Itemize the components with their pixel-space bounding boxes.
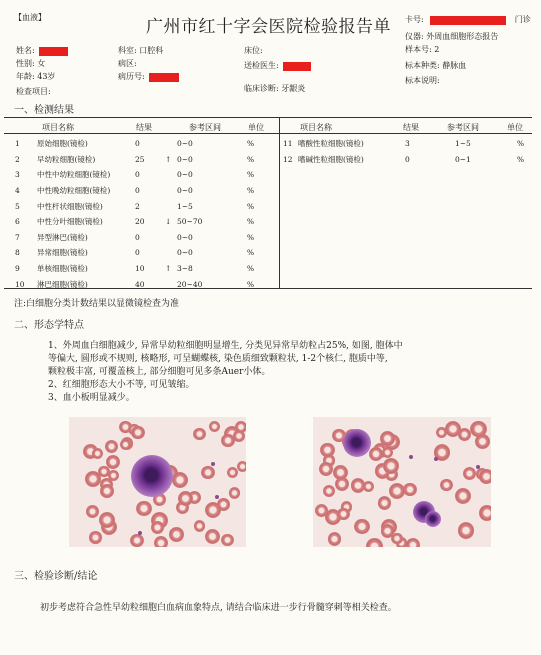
test-item: 检查项目: bbox=[16, 87, 51, 96]
table-row bbox=[15, 183, 257, 199]
red-blood-cell bbox=[458, 522, 475, 539]
cell-no: 9 bbox=[15, 264, 20, 274]
cell-name: 早幼粒细胞(镜检) bbox=[37, 154, 96, 164]
cell-unit: % bbox=[247, 154, 255, 164]
redacted-record-number bbox=[149, 73, 179, 82]
cell-unit: % bbox=[247, 139, 255, 149]
red-blood-cell bbox=[105, 440, 118, 453]
col-result-header-left: 结果 bbox=[136, 123, 152, 132]
cell-unit: % bbox=[247, 279, 255, 289]
cell-name: 中性分叶细胞(镜检) bbox=[37, 217, 103, 227]
red-blood-cell bbox=[237, 461, 246, 472]
red-blood-cell bbox=[406, 538, 420, 547]
cell-ref: 50~70 bbox=[177, 217, 203, 227]
col-ref-header-left: 参考区间 bbox=[189, 123, 221, 132]
cell-no: 5 bbox=[15, 201, 20, 211]
cell-name: 异常细胞(镜检) bbox=[37, 248, 88, 258]
red-blood-cell bbox=[333, 465, 348, 480]
red-blood-cell bbox=[201, 466, 214, 479]
red-blood-cell bbox=[172, 472, 188, 488]
red-blood-cell bbox=[193, 428, 205, 440]
red-blood-cell bbox=[455, 488, 471, 504]
red-blood-cell bbox=[383, 458, 399, 474]
red-blood-cell bbox=[130, 534, 144, 547]
cell-name: 嗜酸性粒细胞(镜检) bbox=[298, 139, 364, 149]
redacted-card-number bbox=[430, 16, 506, 25]
red-blood-cell bbox=[217, 498, 230, 511]
section-results-heading: 一、检测结果 bbox=[14, 105, 74, 116]
red-blood-cell bbox=[403, 483, 416, 496]
red-blood-cell bbox=[436, 427, 447, 438]
red-blood-cell bbox=[89, 531, 101, 543]
red-blood-cell bbox=[440, 479, 453, 492]
table-row bbox=[15, 214, 257, 230]
red-blood-cell bbox=[463, 467, 476, 480]
red-blood-cell bbox=[479, 505, 491, 521]
cell-flag: ↑ bbox=[165, 264, 172, 274]
cell-result: 0 bbox=[405, 154, 410, 164]
conclusion-text: 初步考虑符合急性早幼粒细胞白血病血象特点, 请结合临床进一步行骨髓穿刺等相关检查。 bbox=[40, 603, 397, 613]
cell-flag bbox=[443, 152, 455, 168]
cell-flag: ↑ bbox=[165, 154, 172, 164]
cell-flag bbox=[165, 230, 177, 246]
cell-result: 2 bbox=[135, 201, 140, 211]
col-item-header-left: 项目名称 bbox=[42, 123, 74, 132]
redacted-patient-name bbox=[39, 47, 68, 56]
white-blood-cell bbox=[131, 455, 173, 497]
cell-no: 10 bbox=[15, 279, 25, 289]
cell-result: 0 bbox=[135, 170, 140, 180]
cell-name: 单核细胞(镜检) bbox=[37, 264, 88, 274]
red-blood-cell bbox=[100, 484, 114, 498]
cell-ref: 1~5 bbox=[177, 201, 193, 211]
red-blood-cell bbox=[475, 434, 490, 449]
cell-name: 嗜碱性粒细胞(镜检) bbox=[298, 154, 364, 164]
sample-note: 标本说明: bbox=[405, 76, 440, 85]
cell-result: 0 bbox=[135, 248, 140, 258]
morphology-point-3: 3、血小板明显减少。 bbox=[48, 393, 135, 403]
red-blood-cell bbox=[389, 483, 405, 499]
red-blood-cell bbox=[378, 496, 391, 509]
cell-no: 1 bbox=[15, 139, 20, 149]
cell-ref: 0~0 bbox=[177, 139, 193, 149]
cell-ref: 3~8 bbox=[177, 264, 193, 274]
cell-ref: 20~40 bbox=[177, 279, 203, 289]
cell-unit: % bbox=[247, 170, 255, 180]
cell-name: 异型淋巴(镜检) bbox=[37, 232, 88, 242]
red-blood-cell bbox=[209, 421, 220, 432]
visit-type: 门诊 bbox=[514, 15, 531, 24]
blood-smear-image-left bbox=[69, 417, 246, 547]
red-blood-cell bbox=[320, 443, 334, 457]
morphology-point-1: 1、外周血白细胞减少, 异常早幼粒细胞明显增生, 分类见异常早幼粒占25%, 如图, 胞体中 bbox=[48, 341, 403, 351]
red-blood-cell bbox=[227, 467, 238, 478]
platelet bbox=[211, 462, 215, 466]
cell-result: 0 bbox=[135, 139, 140, 149]
cell-ref: 0~0 bbox=[177, 186, 193, 196]
table-row bbox=[15, 245, 257, 261]
red-blood-cell bbox=[319, 462, 334, 477]
cell-flag: ↓ bbox=[165, 217, 172, 227]
table-row bbox=[15, 152, 257, 168]
red-blood-cell bbox=[85, 471, 101, 487]
cell-result: 0 bbox=[135, 232, 140, 242]
table-header-rule bbox=[4, 133, 532, 134]
red-blood-cell bbox=[337, 508, 349, 520]
cell-no: 7 bbox=[15, 232, 20, 242]
red-blood-cell bbox=[323, 485, 335, 497]
red-blood-cell bbox=[366, 538, 382, 547]
cell-flag bbox=[165, 198, 177, 214]
red-blood-cell bbox=[221, 534, 233, 546]
cell-no: 4 bbox=[15, 186, 20, 196]
platelet bbox=[138, 531, 142, 535]
cell-name: 原始细胞(镜检) bbox=[37, 139, 88, 149]
table-row bbox=[15, 276, 257, 292]
sample-number: 样本号: 2 bbox=[405, 45, 440, 54]
cell-ref: 0~0 bbox=[177, 248, 193, 258]
col-unit-header-right: 单位 bbox=[507, 123, 523, 132]
red-blood-cell bbox=[479, 469, 491, 483]
red-blood-cell bbox=[229, 487, 241, 499]
morphology-point-1-cont2: 颗粒极丰富, 可覆盖核上, 部分细胞可见多条Auer小体。 bbox=[48, 367, 271, 377]
patient-name-label: 姓名: bbox=[16, 46, 35, 55]
department: 科室: 口腔科 bbox=[118, 46, 164, 55]
red-blood-cell bbox=[154, 536, 169, 547]
cell-no: 3 bbox=[15, 170, 20, 180]
red-blood-cell bbox=[136, 501, 151, 516]
col-item-header-right: 项目名称 bbox=[300, 123, 332, 132]
red-blood-cell bbox=[86, 505, 99, 518]
red-blood-cell bbox=[92, 448, 103, 459]
table-row bbox=[283, 152, 527, 168]
cell-flag bbox=[443, 136, 455, 152]
red-blood-cell bbox=[151, 521, 164, 534]
card-number-label: 卡号: bbox=[405, 15, 424, 24]
cell-flag bbox=[165, 183, 177, 199]
cell-result: 3 bbox=[405, 139, 410, 149]
specimen-tag: 【血液】 bbox=[14, 13, 46, 22]
cell-flag bbox=[165, 276, 177, 292]
red-blood-cell bbox=[369, 447, 383, 461]
morphology-point-2: 2、红细胞形态大小不等, 可见皱缩。 bbox=[48, 380, 195, 390]
red-blood-cell bbox=[235, 421, 246, 433]
table-column-divider bbox=[279, 118, 280, 288]
table-row bbox=[15, 136, 257, 152]
platelet bbox=[215, 495, 219, 499]
cell-result: 0 bbox=[135, 186, 140, 196]
cell-no: 12 bbox=[283, 154, 293, 164]
cell-no: 6 bbox=[15, 217, 20, 227]
cell-result: 40 bbox=[135, 279, 145, 289]
red-blood-cell bbox=[169, 527, 184, 542]
patient-age: 年龄: 43岁 bbox=[16, 72, 56, 81]
cell-ref: 0~0 bbox=[177, 154, 193, 164]
table-top-rule bbox=[4, 117, 532, 118]
doctor-field bbox=[244, 60, 311, 71]
cell-flag bbox=[165, 245, 177, 261]
table-row bbox=[283, 136, 527, 152]
results-note: 注:白细胞分类计数结果以显微镜检查为准 bbox=[14, 299, 180, 309]
platelet bbox=[434, 457, 438, 461]
red-blood-cell bbox=[354, 519, 369, 534]
cell-flag bbox=[165, 167, 177, 183]
cell-ref: 0~1 bbox=[455, 154, 471, 164]
red-blood-cell bbox=[106, 455, 121, 470]
medical-record-field bbox=[118, 71, 179, 82]
blood-smear-image-right bbox=[313, 417, 491, 547]
section-conclusion-heading: 三、检验诊断/结论 bbox=[14, 571, 98, 582]
col-unit-header-left: 单位 bbox=[248, 123, 264, 132]
cell-unit: % bbox=[517, 139, 525, 149]
cell-no: 2 bbox=[15, 154, 20, 164]
medical-record-label: 病历号: bbox=[118, 72, 145, 81]
card-number-field bbox=[405, 14, 531, 25]
cell-unit: % bbox=[247, 186, 255, 196]
cell-no: 11 bbox=[283, 139, 293, 149]
morphology-point-1-cont: 等偏大, 圆形或不规则, 核略形, 可呈蝴蝶核, 染色质细致颗粒状, 1-2个核仁, 胞质中等, bbox=[48, 354, 388, 364]
table-row bbox=[15, 230, 257, 246]
platelet bbox=[476, 465, 480, 469]
cell-unit: % bbox=[247, 217, 255, 227]
table-row bbox=[15, 167, 257, 183]
cell-result: 10 bbox=[135, 264, 145, 274]
cell-no: 8 bbox=[15, 248, 20, 258]
white-blood-cell bbox=[425, 511, 441, 527]
doctor-label: 送检医生: bbox=[244, 61, 279, 70]
cell-unit: % bbox=[247, 264, 255, 274]
results-table-left bbox=[15, 136, 257, 292]
cell-unit: % bbox=[517, 154, 525, 164]
cell-result: 20 bbox=[135, 217, 145, 227]
red-blood-cell bbox=[194, 520, 205, 531]
cell-name: 淋巴细胞(镜检) bbox=[37, 279, 88, 289]
red-blood-cell bbox=[363, 481, 374, 492]
clinical-diagnosis: 临床诊断: 牙龈炎 bbox=[244, 84, 306, 93]
red-blood-cell bbox=[108, 470, 119, 481]
sample-type: 标本种类: 静脉血 bbox=[405, 61, 467, 70]
ward: 病区: bbox=[118, 59, 137, 68]
cell-unit: % bbox=[247, 232, 255, 242]
table-row bbox=[15, 198, 257, 214]
instrument: 仪器: 外周血细胞形态报告 bbox=[405, 32, 499, 41]
cell-result: 25 bbox=[135, 154, 145, 164]
table-row bbox=[15, 261, 257, 277]
cell-name: 中性杆状细胞(镜检) bbox=[37, 201, 103, 211]
redacted-doctor-name bbox=[283, 62, 311, 71]
red-blood-cell bbox=[381, 524, 395, 538]
cell-name: 中性中幼粒细胞(镜检) bbox=[37, 170, 111, 180]
cell-unit: % bbox=[247, 248, 255, 258]
red-blood-cell bbox=[380, 431, 395, 446]
white-blood-cell bbox=[343, 429, 371, 457]
page-title: 广州市红十字会医院检验报告单 bbox=[146, 17, 391, 37]
cell-ref: 0~0 bbox=[177, 170, 193, 180]
red-blood-cell bbox=[458, 428, 471, 441]
red-blood-cell bbox=[328, 532, 342, 546]
col-ref-header-right: 参考区间 bbox=[447, 123, 479, 132]
cell-flag bbox=[165, 136, 177, 152]
patient-name-field bbox=[16, 45, 68, 56]
results-table-right bbox=[283, 136, 527, 167]
bed: 床位: bbox=[244, 46, 263, 55]
red-blood-cell bbox=[131, 426, 145, 440]
col-result-header-right: 结果 bbox=[403, 123, 419, 132]
cell-unit: % bbox=[247, 201, 255, 211]
cell-name: 中性晚幼粒细胞(镜检) bbox=[37, 186, 111, 196]
patient-gender: 性别: 女 bbox=[16, 59, 46, 68]
cell-ref: 0~0 bbox=[177, 232, 193, 242]
section-morphology-heading: 二、形态学特点 bbox=[14, 320, 84, 331]
red-blood-cell bbox=[205, 529, 220, 544]
red-blood-cell bbox=[178, 491, 193, 506]
cell-ref: 1~5 bbox=[455, 139, 471, 149]
platelet bbox=[409, 455, 413, 459]
